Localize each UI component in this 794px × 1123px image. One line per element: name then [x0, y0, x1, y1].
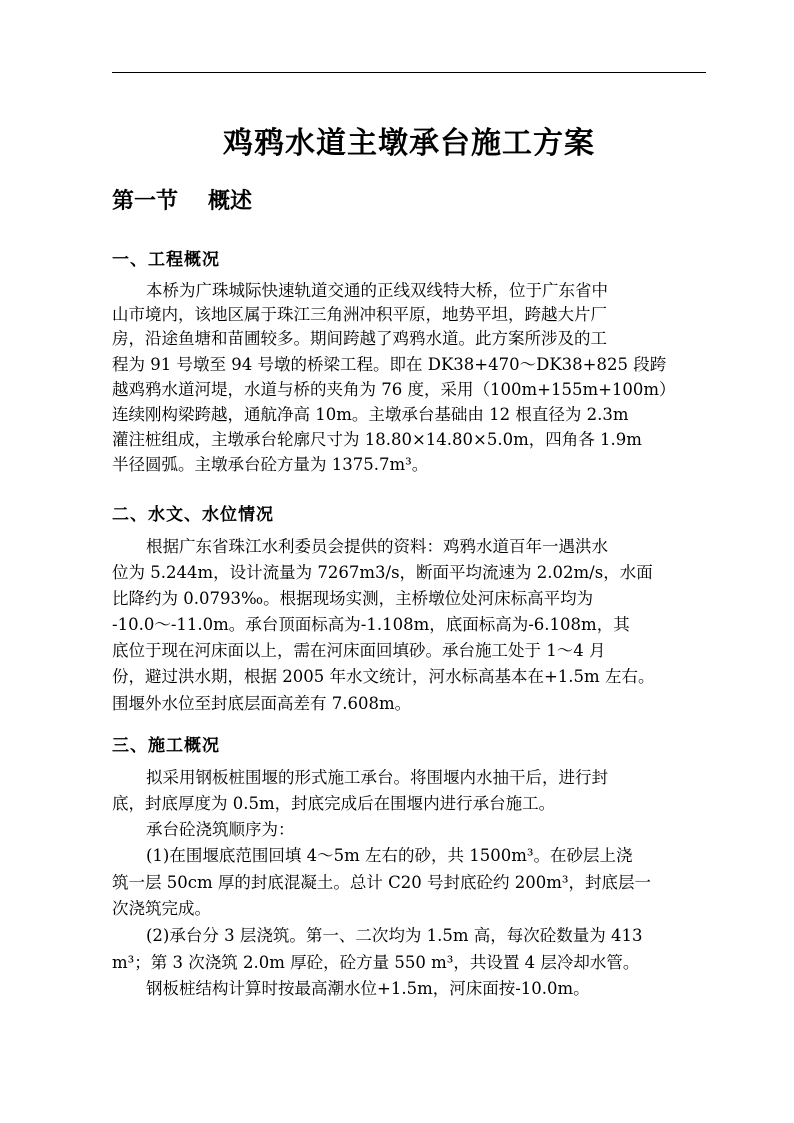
paragraph-line: (2)承台分 3 层浇筑。第一、二次均为 1.5m 高，每次砼数量为 413 [146, 926, 643, 945]
paragraph-line: 根据广东省珠江水利委员会提供的资料：鸡鸦水道百年一遇洪水 [146, 537, 608, 556]
paragraph-line: 份，避过洪水期，根据 2005 年水文统计，河水标高基本在+1.5m 左右。 [112, 667, 655, 686]
paragraph-line: 房，沿途鱼塘和苗圃较多。期间跨越了鸡鸦水道。此方案所涉及的工 [112, 329, 607, 348]
paragraph-line: 比降约为 0.0793‰。根据现场实测，主桥墩位处河床标高平均为 [112, 589, 594, 608]
paragraph-line: 山市境内，该地区属于珠江三角洲冲积平原，地势平坦，跨越大片厂 [112, 305, 607, 324]
paragraph-line: 次浇筑完成。 [112, 899, 211, 918]
paragraph-line: 底，封底厚度为 0.5m，封底完成后在围堰内进行承台施工。 [112, 794, 556, 813]
paragraph-line: 位为 5.244m，设计流量为 7267m3/s，断面平均流速为 2.02m/s，水面 [112, 563, 653, 582]
paragraph-line: 拟采用钢板桩围堰的形式施工承台。将围堰内水抽干后，进行封 [146, 768, 608, 787]
paragraph-line: (1)在围堰底范围回填 4～5m 左右的砂，共 1500m³。在砂层上浇 [146, 846, 633, 865]
paragraph-line: 程为 91 号墩至 94 号墩的桥梁工程。即在 DK38+470～DK38+825 段跨 [112, 355, 667, 374]
paragraph-line: 底位于现在河床面以上，需在河床面回填砂。承台施工处于 1～4 月 [112, 641, 606, 660]
heading-construction-overview: 三、施工概况 [112, 736, 220, 756]
paragraph-line: m³；第 3 次浇筑 2.0m 厚砼，砼方量 550 m³，共设置 4 层冷却水管。 [112, 953, 640, 972]
header-rule [112, 72, 706, 73]
paragraph-line: 钢板桩结构计算时按最高潮水位+1.5m，河床面按-10.0m。 [146, 979, 590, 998]
heading-project-overview: 一、工程概况 [112, 250, 220, 270]
document-title: 鸡鸦水道主墩承台施工方案 [223, 126, 595, 161]
paragraph-line: 越鸡鸦水道河堤，水道与桥的夹角为 76 度，采用（100m+155m+100m） [112, 380, 676, 399]
section-number: 第一节 [112, 188, 179, 214]
section-heading [112, 184, 252, 215]
paragraph-line: 承台砼浇筑顺序为： [146, 820, 295, 839]
paragraph-line: 围堰外水位至封底层面高差有 7.608m。 [112, 694, 412, 713]
paragraph-line: 半径圆弧。主墩承台砼方量为 1375.7m³。 [112, 455, 429, 474]
section-name: 概述 [208, 188, 253, 214]
paragraph-line: 筑一层 50cm 厚的封底混凝土。总计 C20 号封底砼约 200m³，封底层一 [112, 873, 651, 892]
paragraph-line: 本桥为广珠城际快速轨道交通的正线双线特大桥，位于广东省中 [146, 281, 608, 300]
paragraph-line: 连续刚构梁跨越，通航净高 10m。主墩承台基础由 12 根直径为 2.3m [112, 405, 629, 424]
paragraph-line: 灌注桩组成，主墩承台轮廓尺寸为 18.80×14.80×5.0m，四角各 1.9m [112, 430, 642, 449]
paragraph-line: -10.0～-11.0m。承台顶面标高为-1.108m，底面标高为-6.108m，其 [112, 615, 630, 634]
heading-hydrology: 二、水文、水位情况 [112, 505, 274, 525]
